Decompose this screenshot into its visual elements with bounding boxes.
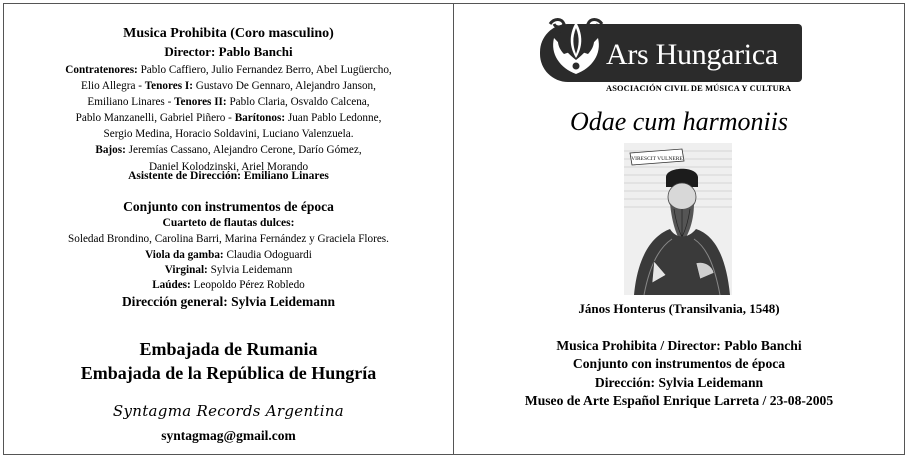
voice-part-label: Tenores II: [174, 96, 227, 109]
info-line: Conjunto con instrumentos de época [572, 356, 786, 372]
ars-hungarica-logo [540, 14, 810, 98]
flutes-names: Soledad Brondino, Carolina Barri, Marina Fernández y Graciela Flores. [68, 233, 389, 245]
singer-names: Juan Pablo Ledonne, [285, 112, 382, 125]
singer-names: Jeremías Cassano, Alejandro Cerone, Darío Gómez, [125, 144, 362, 157]
singer-names: Emiliano Linares - [87, 96, 175, 109]
embassy-hungary: Embajada de la República de Hungría [80, 363, 377, 383]
singer-names: Sergio Medina, Horacio Soldavini, Luciano Valenzuela. [103, 128, 354, 141]
choir-title: Musica Prohibita (Coro masculino) [123, 26, 334, 41]
singer-names: Elio Allegra - [81, 80, 145, 93]
embassy-romania: Embajada de Rumania [139, 339, 318, 359]
singer-names: Pablo Caffiero, Julio Fernandez Berro, Abel Lugüercho, [137, 64, 392, 76]
portrait-caption: János Honterus (Transilvania, 1548) [578, 301, 780, 316]
roster-line [24, 78, 433, 94]
voice-part-label: Bajos: [95, 144, 126, 157]
assistant-director: Asistente de Dirección: Emiliano Linares [128, 170, 329, 182]
voice-part-label: Contratenores: [65, 64, 138, 76]
instrument-label: Laúdes: [152, 279, 191, 291]
voice-part-label: Barítonos: [234, 112, 286, 125]
flutes-heading: Cuarteto de flautas dulces: [162, 217, 295, 229]
instrument-line-virginal [4, 264, 453, 276]
roster-line [24, 94, 433, 110]
honterus-portrait [624, 143, 732, 295]
info-line: Dirección: Sylvia Leidemann [594, 374, 764, 390]
instrument-label: Virginal: [164, 264, 208, 276]
singer-names: Gustavo De Gennaro, Alejandro Janson, [192, 80, 376, 93]
instrument-label: Viola da gamba: [145, 249, 224, 261]
logo-name: Ars Hungarica [606, 38, 778, 71]
choir-roster [24, 62, 433, 175]
ensemble-heading: Conjunto con instrumentos de época [123, 199, 334, 214]
info-line: Musica Prohibita / Director: Pablo Banchi [556, 338, 802, 353]
instrument-player: Claudia Odoguardi [223, 249, 312, 261]
voice-part-label: Tenores I: [144, 80, 193, 93]
right-panel [454, 4, 904, 454]
left-panel [4, 4, 453, 454]
general-direction: Dirección general: Sylvia Leidemann [121, 294, 336, 309]
concert-info [454, 337, 904, 411]
roster-line [24, 142, 433, 158]
svg-text:VIRESCIT VULNERE: VIRESCIT VULNERE [631, 156, 683, 162]
choir-director: Director: Pablo Banchi [164, 44, 293, 59]
roster-line [24, 62, 433, 78]
roster-line [24, 110, 433, 126]
info-line: Museo de Arte Español Enrique Larreta / 23-08-2005 [524, 393, 834, 409]
singer-names: Pablo Manzanelli, Gabriel Piñero - [75, 112, 235, 125]
record-label: Syntagma Records Argentina [112, 402, 345, 420]
logo-subtitle: ASOCIACIÓN CIVIL DE MÚSICA Y CULTURA [606, 84, 792, 93]
tulip-ornament-icon [540, 14, 612, 84]
singer-names: Pablo Claria, Osvaldo Calcena, [226, 96, 370, 109]
contact-email: syntagmag@gmail.com [161, 428, 296, 443]
roster-line [24, 126, 433, 142]
instrument-line-laudes [4, 279, 453, 291]
album-title: Odae cum harmoniis [569, 107, 789, 136]
instrument-line-viola [4, 249, 453, 261]
instrument-player: Leopoldo Pérez Robledo [190, 279, 305, 291]
instrument-player: Sylvia Leidemann [207, 264, 293, 276]
singer-names: Daniel Kolodzinski, Ariel Morando [148, 160, 309, 173]
